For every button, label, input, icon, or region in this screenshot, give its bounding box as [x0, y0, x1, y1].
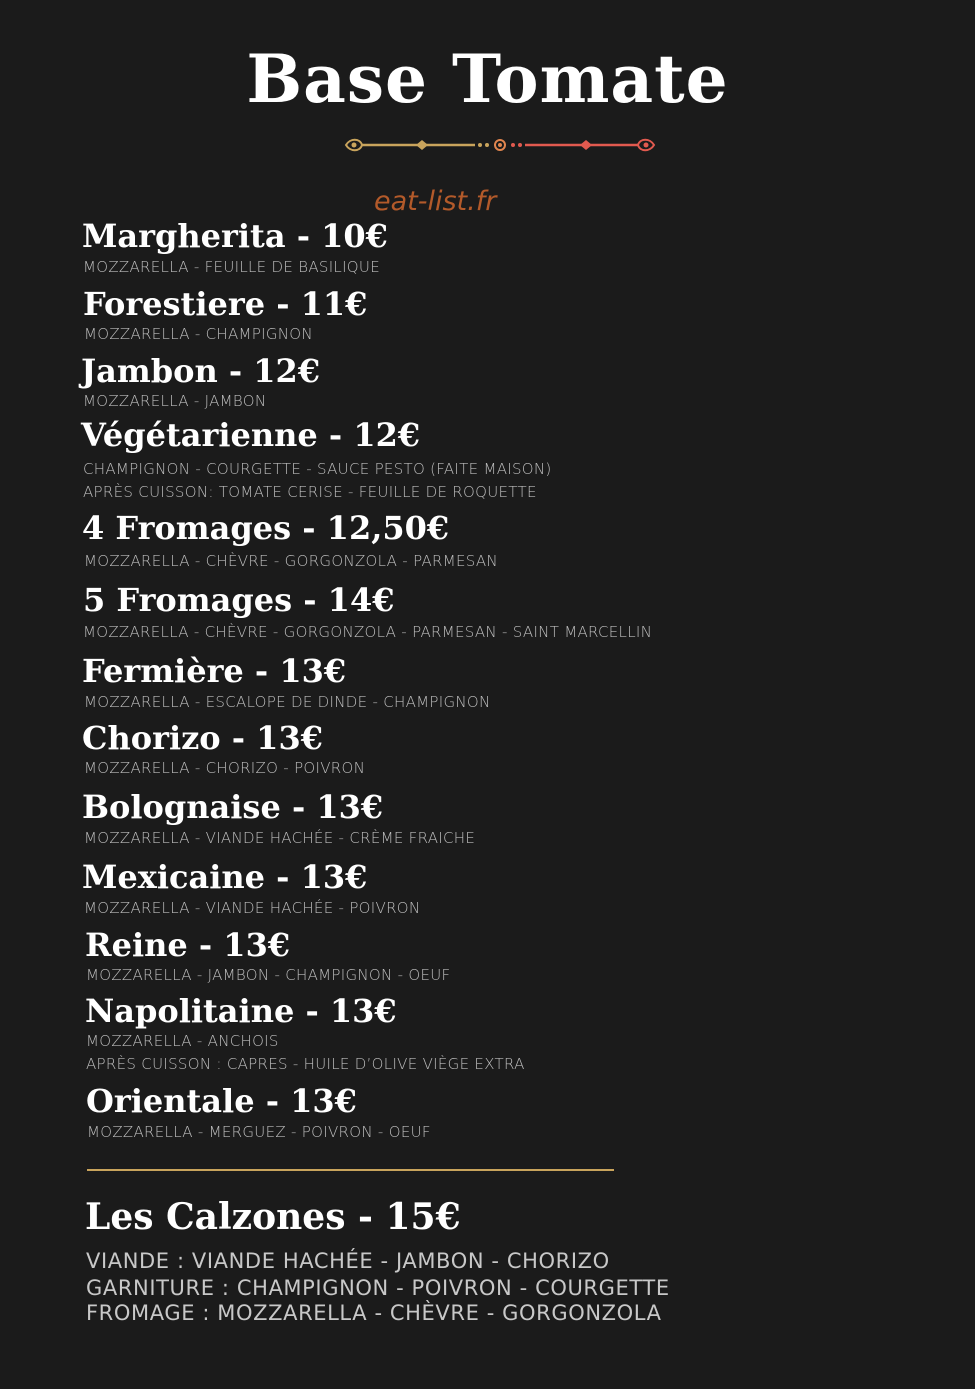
menu-item-name: Margherita - 10€	[82, 217, 388, 255]
menu-item-description: APRÈS CUISSON: TOMATE CERISE - FEUILLE DE ROQUETTE	[83, 483, 537, 501]
menu-item-description: MOZZARELLA - CHÈVRE - GORGONZOLA - PARMESAN - SAINT MARCELLIN	[83, 623, 653, 641]
menu-item-name: Végétarienne - 12€	[81, 416, 421, 454]
page-title: Base Tomate	[246, 40, 729, 118]
menu-item-description: MOZZARELLA - JAMBON - CHAMPIGNON - OEUF	[86, 966, 451, 984]
menu-item-name: Napolitaine - 13€	[85, 992, 397, 1030]
menu-item-description: MOZZARELLA - ANCHOIS	[86, 1032, 279, 1050]
calzones-line: VIANDE : VIANDE HACHÉE - JAMBON - CHORIZO	[86, 1249, 610, 1273]
menu-item-description: APRÈS CUISSON : CAPRES - HUILE D’OLIVE VIÈGE EXTRA	[86, 1055, 525, 1073]
menu-item-name: Orientale - 13€	[86, 1082, 357, 1120]
menu-item-name: Jambon - 12€	[81, 352, 321, 390]
menu-item-description: MOZZARELLA - CHÈVRE - GORGONZOLA - PARMESAN	[84, 552, 498, 570]
menu-item-name: Forestiere - 11€	[83, 285, 368, 323]
menu-item-description: MOZZARELLA - CHORIZO - POIVRON	[84, 759, 366, 777]
menu-item-name: Chorizo - 13€	[82, 719, 323, 757]
menu-item-description: MOZZARELLA - VIANDE HACHÉE - POIVRON	[84, 899, 421, 917]
menu-item-name: Fermière - 13€	[82, 652, 347, 690]
calzones-title: Les Calzones - 15€	[85, 1196, 461, 1238]
menu-item-description: MOZZARELLA - MERGUEZ - POIVRON - OEUF	[87, 1123, 431, 1141]
menu-item-description: MOZZARELLA - ESCALOPE DE DINDE - CHAMPIGNON	[84, 693, 491, 711]
watermark: eat-list.fr	[374, 186, 497, 217]
menu-item-name: 5 Fromages - 14€	[83, 581, 395, 619]
menu-item-name: Bolognaise - 13€	[82, 788, 384, 826]
calzones-line: FROMAGE : MOZZARELLA - CHÈVRE - GORGONZOLA	[86, 1301, 662, 1325]
menu-item-description: MOZZARELLA - CHAMPIGNON	[84, 325, 313, 343]
menu-item-name: Reine - 13€	[85, 926, 291, 964]
menu-item-description: MOZZARELLA - VIANDE HACHÉE - CRÈME FRAICHE	[84, 829, 476, 847]
menu-item-description: MOZZARELLA - FEUILLE DE BASILIQUE	[83, 258, 380, 276]
menu-item-description: CHAMPIGNON - COURGETTE - SAUCE PESTO (FAITE MAISON)	[83, 460, 552, 478]
menu-item-name: 4 Fromages - 12,50€	[82, 509, 450, 547]
calzones-line: GARNITURE : CHAMPIGNON - POIVRON - COURGETTE	[86, 1276, 670, 1300]
section-divider	[87, 1169, 614, 1171]
menu-item-name: Mexicaine - 13€	[82, 858, 368, 896]
menu-item-description: MOZZARELLA - JAMBON	[83, 392, 267, 410]
